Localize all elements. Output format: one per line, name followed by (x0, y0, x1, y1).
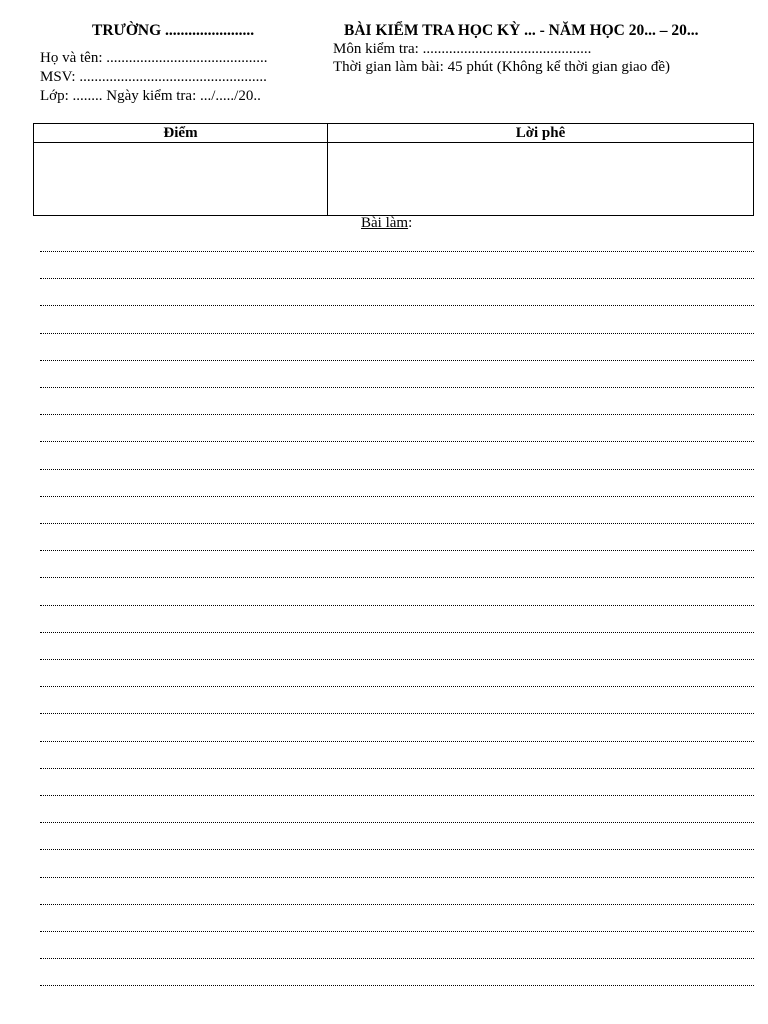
comment-header: Lời phê (328, 124, 754, 143)
answer-line[interactable] (40, 659, 754, 660)
comment-cell (328, 143, 754, 216)
answer-line[interactable] (40, 741, 754, 742)
answer-line[interactable] (40, 496, 754, 497)
student-id-field: MSV: .................................................. (40, 69, 267, 85)
class-date-field: Lớp: ........ Ngày kiểm tra: .../...../20.. (40, 88, 261, 104)
score-header: Điểm (34, 124, 328, 143)
score-cell (34, 143, 328, 216)
answer-line[interactable] (40, 360, 754, 361)
subject-field: Môn kiểm tra: ............................................. (333, 41, 592, 57)
answer-line[interactable] (40, 632, 754, 633)
answer-line[interactable] (40, 985, 754, 986)
answer-line[interactable] (40, 441, 754, 442)
exam-title: BÀI KIỂM TRA HỌC KỲ ... - NĂM HỌC 20... – 20... (344, 22, 699, 39)
answer-line[interactable] (40, 523, 754, 524)
answer-line[interactable] (40, 958, 754, 959)
answer-line[interactable] (40, 577, 754, 578)
answer-line[interactable] (40, 877, 754, 878)
answer-line[interactable] (40, 768, 754, 769)
answer-line[interactable] (40, 605, 754, 606)
answer-line[interactable] (40, 822, 754, 823)
answer-line[interactable] (40, 305, 754, 306)
grade-table (33, 123, 754, 216)
student-name-field: Họ và tên: ........................................... (40, 50, 268, 66)
answer-line[interactable] (40, 904, 754, 905)
answer-line[interactable] (40, 931, 754, 932)
answer-line[interactable] (40, 469, 754, 470)
duration-text: Thời gian làm bài: 45 phút (Không kể thời gian giao đề) (333, 59, 671, 75)
answer-line[interactable] (40, 251, 754, 252)
answer-line[interactable] (40, 278, 754, 279)
answer-line[interactable] (40, 333, 754, 334)
answer-line[interactable] (40, 713, 754, 714)
work-label: Bài làm (361, 215, 409, 231)
answer-line[interactable] (40, 387, 754, 388)
work-label-colon: : (408, 215, 413, 231)
work-heading (361, 215, 412, 232)
answer-line[interactable] (40, 686, 754, 687)
answer-line[interactable] (40, 795, 754, 796)
answer-line[interactable] (40, 414, 754, 415)
answer-line[interactable] (40, 550, 754, 551)
answer-line[interactable] (40, 849, 754, 850)
school-name: TRƯỜNG ....................... (92, 22, 255, 39)
